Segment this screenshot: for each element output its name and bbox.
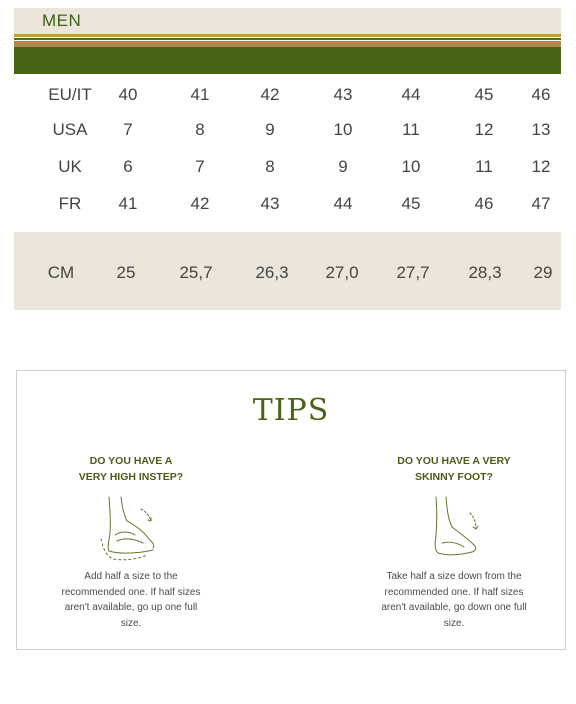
size-row-uk	[14, 149, 561, 185]
section-title: MEN	[42, 11, 82, 30]
size-cell: 13	[531, 120, 551, 139]
size-cell: 11	[402, 120, 420, 139]
size-cell: 42	[190, 194, 210, 213]
tip-high-instep	[31, 453, 231, 631]
tip-answer-line: size.	[443, 617, 465, 629]
size-row-eu-it	[14, 77, 561, 113]
size-row-fr	[14, 186, 561, 222]
size-cell: 46	[531, 85, 551, 104]
size-cell: 41	[190, 85, 210, 104]
size-cell: 10	[333, 120, 353, 139]
tip-answer	[31, 569, 231, 631]
decorative-stripe-green	[14, 47, 561, 74]
size-cell: 42	[260, 85, 280, 104]
header-band	[14, 8, 561, 34]
tip-question	[31, 453, 231, 485]
size-cell: 9	[265, 120, 275, 139]
tip-question-line: VERY HIGH INSTEP?	[78, 471, 184, 483]
size-cell: 8	[195, 120, 205, 139]
size-cell: 40	[118, 85, 138, 104]
high-instep-foot-icon	[91, 495, 171, 565]
tip-answer-line: recommended one. If half sizes	[384, 586, 524, 598]
tip-answer-line: size.	[120, 617, 142, 629]
size-cell: 7	[123, 120, 133, 139]
size-cell: 46	[474, 194, 494, 213]
size-cell: 10	[401, 157, 421, 176]
size-cell: 45	[474, 85, 494, 104]
size-cell: 8	[265, 157, 275, 176]
row-label: EU/IT	[48, 85, 92, 104]
size-cell: 44	[401, 85, 421, 104]
tip-answer	[354, 569, 554, 631]
tip-answer-line: aren't available, go down one full	[381, 602, 527, 613]
tip-answer-line: recommended one. If half sizes	[61, 586, 201, 598]
tip-question-line: DO YOU HAVE A VERY	[397, 455, 511, 467]
tip-answer-line: Take half a size down from the	[386, 571, 522, 582]
tip-question-line: DO YOU HAVE A	[89, 455, 173, 467]
tip-question-line: SKINNY FOOT?	[415, 471, 493, 483]
skinny-foot-icon	[414, 495, 494, 565]
row-label: CM	[47, 263, 75, 282]
size-cell: 6	[123, 157, 133, 176]
size-cell: 12	[531, 157, 551, 176]
size-cell: 44	[333, 194, 353, 213]
tip-question	[354, 453, 554, 485]
tips-panel	[16, 370, 566, 650]
size-cell: 9	[338, 157, 348, 176]
size-cell: 26,3	[255, 263, 289, 282]
size-cell: 12	[474, 120, 494, 139]
size-cell: 47	[531, 194, 551, 213]
size-row-cm	[14, 255, 561, 291]
size-cell: 29	[533, 263, 553, 282]
tip-answer-line: aren't available, go up one full	[64, 602, 198, 613]
size-cell: 45	[401, 194, 421, 213]
size-cell: 27,0	[325, 263, 359, 282]
decorative-stripe-thin	[14, 38, 561, 40]
size-cell: 43	[260, 194, 280, 213]
size-cell: 25,7	[179, 263, 213, 282]
tips-title: TIPS	[252, 393, 330, 428]
tip-answer-line: Add half a size to the	[84, 571, 178, 582]
size-row-usa	[14, 112, 561, 148]
row-label: FR	[58, 194, 82, 213]
size-cell: 43	[333, 85, 353, 104]
size-cell: 28,3	[468, 263, 502, 282]
size-cell: 25	[116, 263, 136, 282]
size-cell: 41	[118, 194, 138, 213]
size-cell: 27,7	[396, 263, 430, 282]
row-label: USA	[52, 120, 88, 139]
size-cell: 11	[475, 157, 493, 176]
row-label: UK	[58, 157, 82, 176]
decorative-stripe-gold	[14, 34, 561, 37]
size-cell: 7	[195, 157, 205, 176]
tip-skinny-foot	[354, 453, 554, 631]
